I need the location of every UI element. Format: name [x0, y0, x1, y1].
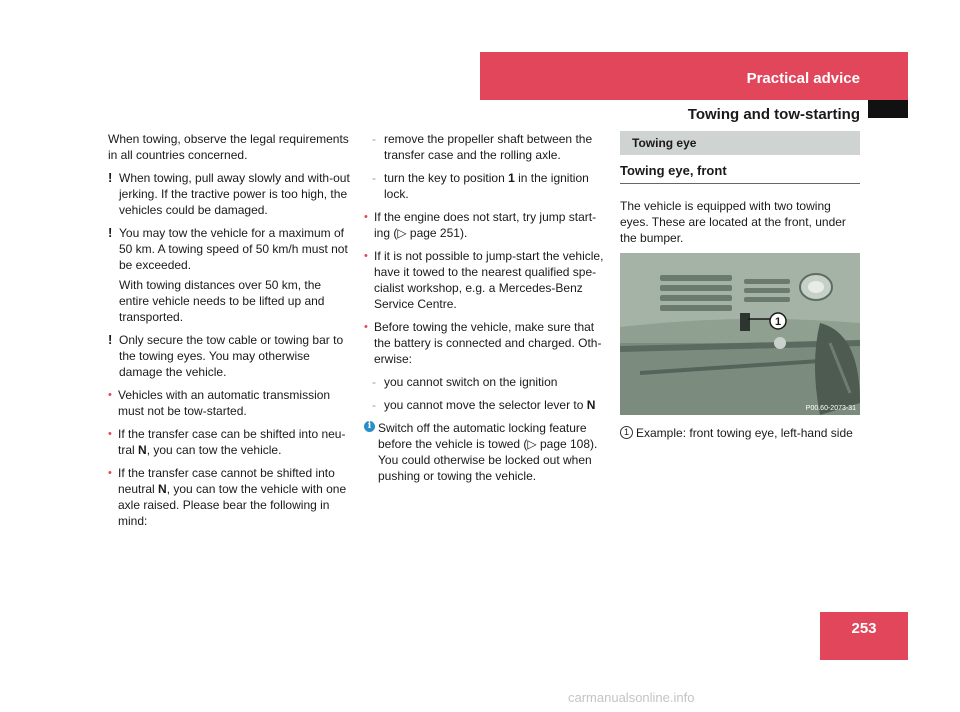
caption-number: 1 [620, 426, 633, 439]
header-band [480, 52, 908, 100]
dash-item: - remove the propeller shaft between the transfer case and the rolling axle. [372, 132, 593, 162]
bullet-item: • If it is not possible to jump-start the vehicle, have it towed to the nearest qualified spe-cialist workshop, e.g. a Mercedes-Benz Service Centre. [364, 249, 604, 311]
warning-icon: ! [108, 332, 113, 347]
dash-icon: - [372, 171, 376, 185]
dash-item: - you cannot move the selector lever to N [372, 398, 596, 412]
section-box-heading: Towing eye [620, 131, 860, 155]
bullet-item: • If the transfer case can be shifted into neu-tral N, you can tow the vehicle. [108, 427, 346, 457]
section-title: Practical advice [746, 70, 860, 87]
watermark: carmanualsonline.info [568, 690, 695, 705]
warning-note: ! When towing, pull away slowly and with-out jerking. If the tractive power is too high, the vehicles could be damaged. [108, 170, 350, 217]
warning-continuation: With towing distances over 50 km, the entire vehicle needs to be lifted up and transported. [119, 278, 325, 324]
warning-note: ! You may tow the vehicle for a maximum of 50 km. A towing speed of 50 km/h must not be exceeded. [108, 225, 348, 272]
warning-icon: ! [108, 170, 113, 185]
column-middle [364, 131, 610, 491]
bullet-item: • If the transfer case cannot be shifted into neutral N, you can tow the vehicle with one axle raised. Please bear the following in mind: [108, 466, 347, 528]
dash-icon: - [372, 398, 376, 412]
info-icon: i [364, 421, 375, 432]
bullet-item: • Before towing the vehicle, make sure that the battery is connected and charged. Oth-erwise: [364, 320, 602, 366]
column-right [620, 131, 860, 448]
bullet-icon: • [364, 250, 368, 262]
dash-icon: - [372, 132, 376, 146]
body-text: The vehicle is equipped with two towing eyes. These are located at the front, under the bumper. [620, 199, 846, 245]
bullet-icon: • [364, 321, 368, 333]
bullet-icon: • [108, 467, 112, 479]
bullet-icon: • [108, 389, 112, 401]
column-left [108, 131, 354, 536]
bullet-item: • Vehicles with an automatic transmission must not be tow-started. [108, 388, 331, 418]
photo-code: P00.60-2073-31 [805, 405, 856, 412]
dash-item: - turn the key to position 1 in the ignition lock. [372, 171, 589, 201]
towing-eye-photo [620, 253, 860, 415]
page-title: Towing and tow-starting [687, 106, 860, 123]
bullet-icon: • [108, 428, 112, 440]
photo-callout-number: 1 [774, 316, 782, 328]
warning-icon: ! [108, 225, 113, 240]
figure-caption: 1 Example: front towing eye, left-hand side [620, 425, 860, 441]
page-number: 253 [851, 620, 877, 637]
bullet-icon: • [364, 211, 368, 223]
section-heading: Towing eye, front [620, 163, 860, 184]
thumb-tab [868, 100, 908, 118]
intro-text: When towing, observe the legal requirements in all countries concerned. [108, 132, 349, 162]
warning-note: ! Only secure the tow cable or towing bar to the towing eyes. You may otherwise damage the vehicle. [108, 332, 344, 379]
bullet-item: • If the engine does not start, try jump start-ing (▷ page 251). [364, 210, 597, 240]
info-note: i Switch off the automatic locking feature before the vehicle is towed (▷ page 108). You could otherwise be locked out when pushing or towing the vehicle. [364, 420, 610, 484]
page-number-box [820, 612, 908, 660]
dash-item: - you cannot switch on the ignition [372, 375, 558, 389]
dash-icon: - [372, 375, 376, 389]
